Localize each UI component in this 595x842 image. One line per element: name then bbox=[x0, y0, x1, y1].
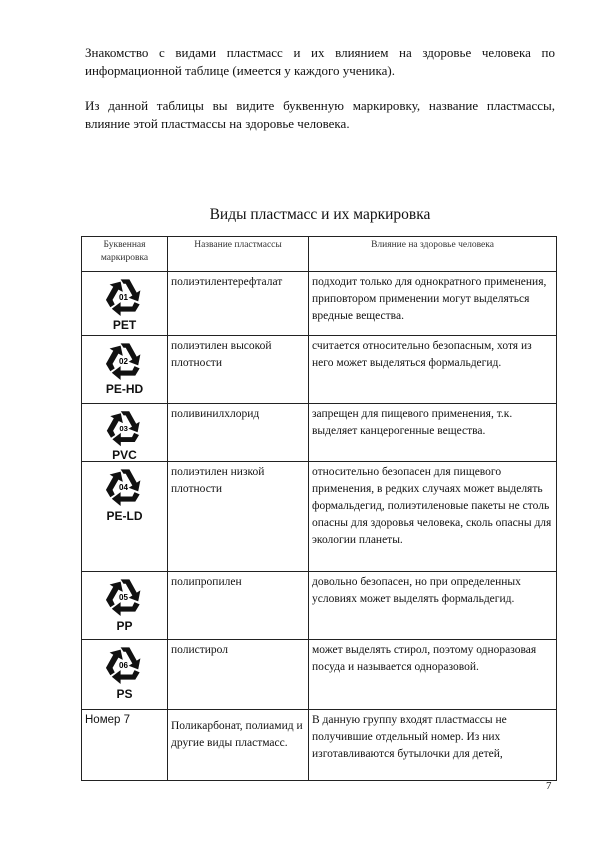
resin-code-number: 02 bbox=[118, 356, 128, 366]
table-title: Виды пластмасс и их маркировка bbox=[209, 206, 431, 223]
marking-cell bbox=[82, 462, 168, 572]
table-row bbox=[82, 462, 557, 572]
recycling-triangle-icon bbox=[103, 643, 147, 691]
table-row-7 bbox=[82, 710, 557, 781]
health-effect: довольно безопасен, но при определенных условиях может выделять формальдегид. bbox=[309, 572, 557, 640]
plastic-name: полипропилен bbox=[168, 572, 309, 640]
resin-code-number: 04 bbox=[118, 483, 128, 493]
table-row bbox=[82, 272, 557, 336]
table-row bbox=[82, 572, 557, 640]
marking-cell bbox=[82, 572, 168, 640]
recycling-triangle-icon bbox=[104, 407, 146, 453]
recycling-triangle-icon bbox=[103, 275, 147, 323]
recycling-triangle-icon bbox=[103, 465, 147, 513]
plastic-name: полиэтилен низкой плотности bbox=[168, 462, 309, 572]
recycling-triangle-icon bbox=[103, 339, 147, 387]
plastic-name: поливинилхлорид bbox=[168, 404, 309, 462]
plastic-name: Поликарбонат, полиамид и другие виды пластмасс. bbox=[168, 710, 309, 781]
marking-cell bbox=[82, 336, 168, 404]
resin-code-number: 01 bbox=[118, 292, 128, 302]
marking-cell bbox=[82, 640, 168, 710]
table-row bbox=[82, 640, 557, 710]
intro-paragraph-2: Из данной таблицы вы видите буквенную маркировку, название пластмассы, влияние этой пластмассы на здоровье человека. bbox=[85, 98, 555, 131]
table-header-row bbox=[82, 237, 557, 272]
marking-cell bbox=[82, 272, 168, 336]
plastic-abbreviation: PP bbox=[116, 618, 133, 633]
plastic-abbreviation: PS bbox=[116, 686, 133, 701]
intro-paragraph-1: Знакомство с видами пластмасс и их влиянием на здоровье человека по информационной таблице (имеется у каждого ученика). bbox=[85, 45, 555, 78]
table-row bbox=[82, 336, 557, 404]
plastic-abbreviation: PE-HD bbox=[105, 382, 144, 397]
plastic-name: полиэтилентерефталат bbox=[168, 272, 309, 336]
marking-number-7: Номер 7 bbox=[82, 710, 168, 781]
health-effect: В данную группу входят пластмассы не получившие отдельный номер. Из них изготавливаются бутылочки для детей, bbox=[309, 710, 557, 781]
plastic-name: полиэтилен высокой плотности bbox=[168, 336, 309, 404]
intro-text bbox=[85, 44, 555, 150]
plastic-abbreviation: PE-LD bbox=[106, 508, 143, 523]
header-marking: Буквенная маркировка bbox=[82, 237, 168, 272]
health-effect: относительно безопасен для пищевого применения, в редких случаях может выделять формальдегид, полиэтиленовые пакеты не столь опасны для здоровья человека, сколь опасны для экологии планеты. bbox=[309, 462, 557, 572]
health-effect: запрещен для пищевого применения, т.к. выделяет канцерогенные вещества. bbox=[309, 404, 557, 462]
page-number: 7 bbox=[546, 780, 552, 792]
marking-cell bbox=[82, 404, 168, 462]
table-row bbox=[82, 404, 557, 462]
health-effect: подходит только для однократного применения, приповтором применении могут выделяться вредные вещества. bbox=[309, 272, 557, 336]
plastics-table bbox=[81, 236, 557, 781]
plastic-abbreviation: PET bbox=[112, 318, 137, 333]
resin-code-number: 03 bbox=[118, 423, 128, 433]
plastic-name: полистирол bbox=[168, 640, 309, 710]
header-effect: Влияние на здоровье человека bbox=[309, 237, 557, 272]
recycling-triangle-icon bbox=[103, 575, 147, 623]
plastic-abbreviation: PVC bbox=[112, 448, 137, 463]
health-effect: может выделять стирол, поэтому одноразовая посуда и называется одноразовой. bbox=[309, 640, 557, 710]
health-effect: считается относительно безопасным, хотя из него может выделяться формальдегид. bbox=[309, 336, 557, 404]
header-name: Название пластмассы bbox=[168, 237, 309, 272]
resin-code-number: 05 bbox=[118, 593, 128, 603]
resin-code-number: 06 bbox=[118, 661, 128, 671]
